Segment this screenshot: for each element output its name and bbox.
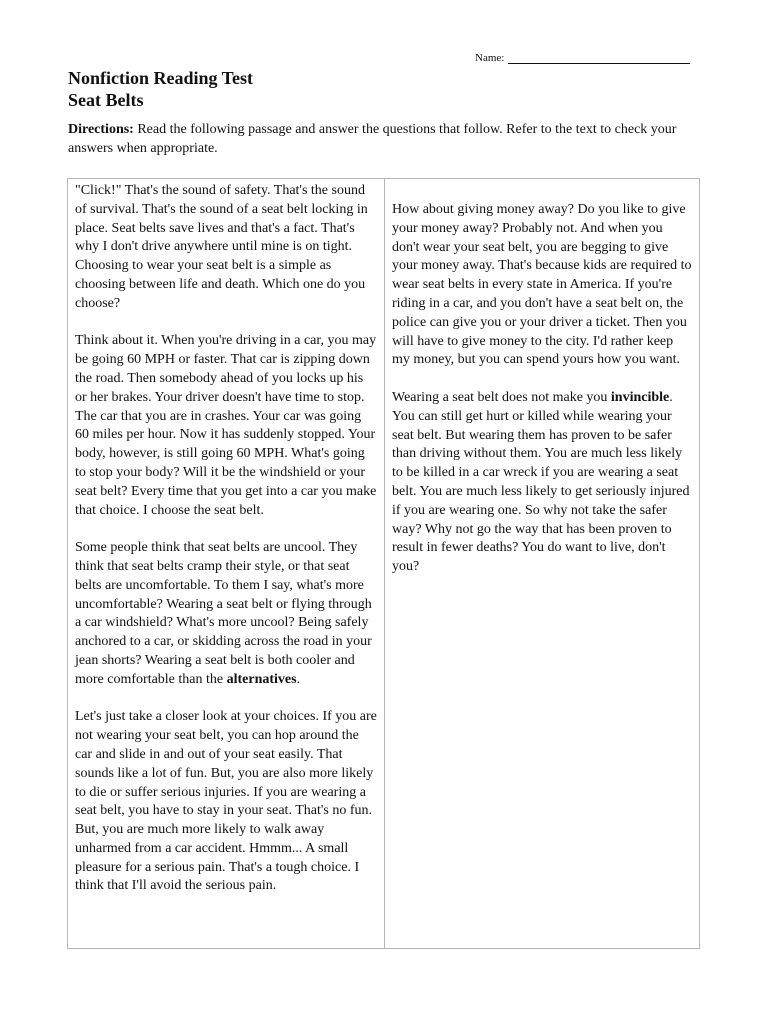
passage-column-left [68, 179, 385, 948]
name-label: Name: [475, 52, 505, 64]
directions [68, 120, 708, 158]
passage-paragraph: "Click!" That's the sound of safety. That's the sound of survival. That's the sound of a seat belt locking in place. Seat belts save lives and that's a fact. That's why I don't drive anywhere until mine is on tight. Choosing to wear your seat belt is a simple as choosing between life and death. Which one do you choose? [75, 183, 368, 311]
passage-paragraph: Think about it. When you're driving in a car, you may be going 60 MPH or faster. That car is zipping down the road. Then somebody ahead of you locks up his or her brakes. Your driver doesn't have time to stop. The car that you are in crashes. Your car was going 60 miles per hour. Now it has suddenly stopped. Your body, however, is still going 60 MPH. What's going to stop your body? Will it be the windshield or your seat belt? Every time that you get into a car you make that choice. I choose the seat belt. [75, 333, 377, 518]
page-title [68, 67, 253, 111]
passage-paragraph [392, 389, 693, 577]
vocabulary-word-alternatives: alternatives [226, 671, 297, 687]
paragraph-text: . You can still get hurt or killed while wearing your seat belt. But wearing them has proven to be safer than driving without them. You are much less likely to be killed in a car wreck if you are wearing a seat belt. You are much less likely to get seriously injured if you are wearing one. So why not take the safer way? Why not go the way that has been proven to result in fewer deaths? You do want to live, don't you? [392, 389, 690, 575]
test-title: Nonfiction Reading Test [68, 68, 254, 88]
passage-table [67, 178, 700, 949]
passage-paragraph: Let's just take a closer look at your choices. If you are not wearing your seat belt, you can hop around the car and slide in and out of your seat easily. That sounds like a lot of fun. But, you are also more likely to die or suffer serious injuries. If you are wearing a seat belt, you have to stay in your seat. That's no fun. But, you are much more likely to walk away unharmed from a car accident. Hmmm... A small pleasure for a serious pain. That's a tough choice. I think that I'll avoid the serious pain. [75, 709, 377, 894]
directions-text: Read the following passage and answer the questions that follow. Refer to the text to check your answers when appropriate. [68, 122, 677, 156]
passage-paragraph: How about giving money away? Do you like to give your money away? Probably not. And when you don't wear your seat belt, you are begging to give your money away. That's because kids are required to wear seat belts in every state in America. If you're riding in a car, and you don't have a seat belt on, the police can give you or your driver a ticket. Then you will have to give money to the city. I'd rather keep my money, but you can spend yours how you want. [392, 202, 692, 368]
vocabulary-word-invincible: invincible [610, 389, 670, 405]
test-subtitle: Seat Belts [68, 90, 144, 110]
passage-paragraph [75, 539, 378, 689]
paragraph-text: Some people think that seat belts are uncool. They think that seat belts cramp their style, or that seat belts are uncomfortable. To them I say, what's more uncomfortable? Wearing a seat belt or flying through a car windshield? What's more uncool? Being safely anchored to a car, or skidding across the road in your jean shorts? Wearing a seat belt is both cooler and more comfortable than the [75, 540, 372, 687]
name-field[interactable] [475, 52, 690, 64]
passage-column-right [385, 179, 699, 948]
directions-label: Directions: [68, 122, 134, 137]
paragraph-text: . [296, 671, 301, 687]
name-blank-line[interactable] [508, 52, 690, 64]
paragraph-text: Wearing a seat belt does not make you [392, 389, 611, 405]
